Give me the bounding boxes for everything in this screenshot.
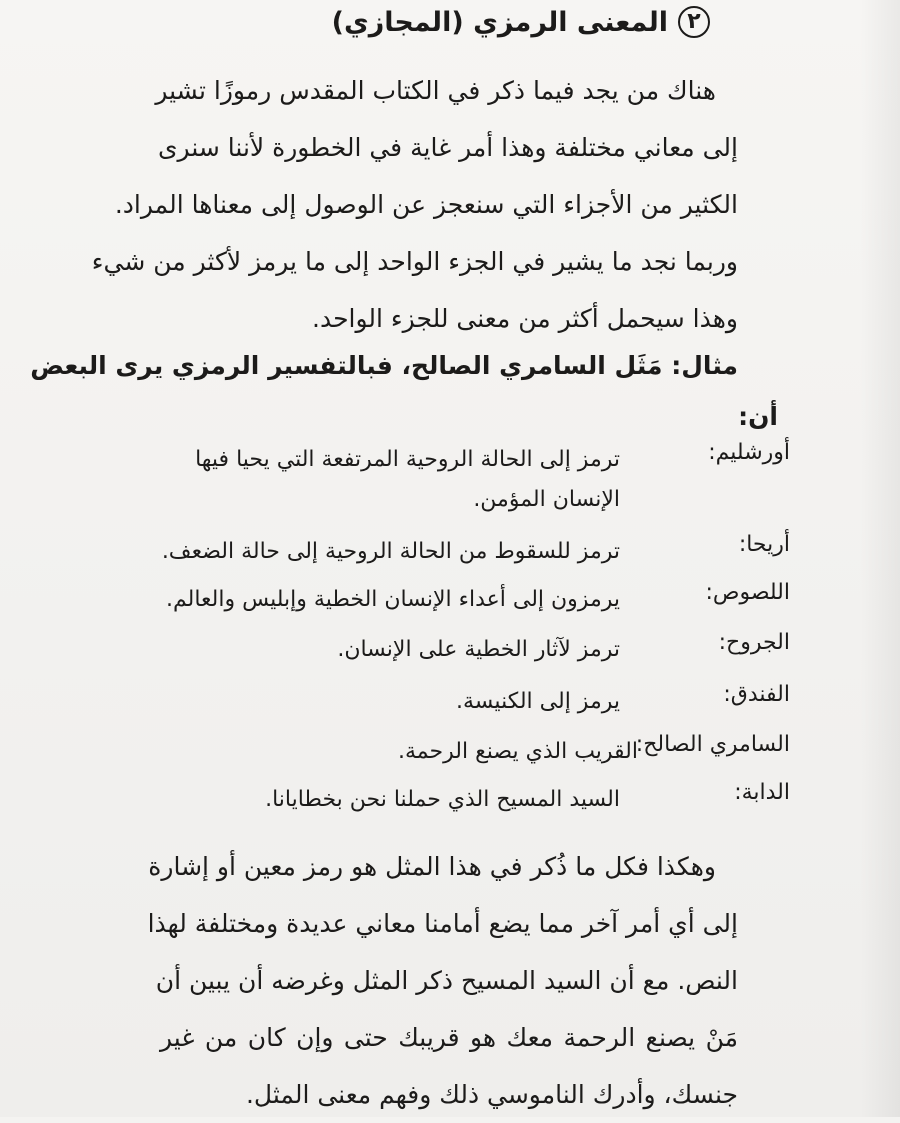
- definition-term: الفندق:: [723, 682, 790, 707]
- definition-term: أورشليم:: [708, 440, 790, 465]
- intro-line: إلى معاني مختلفة وهذا أمر غاية في الخطورة لأننا سنرى: [157, 133, 738, 162]
- definition-term: السامري الصالح:: [635, 732, 790, 757]
- example-line: مثال: مَثَل السامري الصالح، فبالتفسير الرمزي يرى البعض: [30, 351, 738, 380]
- definition-term: أريحا:: [738, 532, 790, 557]
- conclusion-line: وهكذا فكل ما ذُكر في هذا المثل هو رمز معين أو إشارة: [148, 852, 716, 881]
- section-number-badge: ٢: [678, 6, 710, 38]
- section-heading: [320, 0, 710, 44]
- example-heading: [30, 340, 778, 442]
- definition-term: الدابة:: [734, 780, 790, 805]
- definition-meaning: يرمزون إلى أعداء الإنسان الخطية وإبليس والعالم.: [165, 587, 620, 612]
- intro-line: وهذا سيحمل أكثر من معنى للجزء الواحد.: [312, 304, 738, 333]
- conclusion-paragraph: [147, 838, 738, 1123]
- definition-meaning: ترمز إلى الحالة الروحية المرتفعة التي يحيا فيها الإنسان المؤمن.: [195, 447, 620, 512]
- definition-meaning: ترمز للسقوط من الحالة الروحية إلى حالة الضعف.: [161, 539, 620, 564]
- definition-meaning: القريب الذي يصنع الرحمة.: [398, 739, 638, 764]
- definition-term: الجروح:: [718, 630, 790, 655]
- conclusion-line: إلى أي أمر آخر مما يضع أمامنا معاني عديدة ومختلفة لهذا: [147, 909, 738, 938]
- definition-meaning: السيد المسيح الذي حملنا نحن بخطايانا.: [265, 787, 620, 812]
- example-line: أن:: [738, 402, 778, 431]
- definition-meaning: يرمز إلى الكنيسة.: [456, 689, 620, 714]
- section-title: المعنى الرمزي (المجازي): [331, 6, 668, 38]
- definition-row: [160, 532, 790, 576]
- definition-row: [160, 580, 790, 624]
- definition-term: اللصوص:: [705, 580, 790, 605]
- intro-line: هناك من يجد فيما ذكر في الكتاب المقدس رموزًا تشير: [155, 76, 716, 105]
- conclusion-line: النص. مع أن السيد المسيح ذكر المثل وغرضه أن يبين أن: [155, 966, 738, 995]
- intro-paragraph: [91, 62, 738, 347]
- conclusion-line: مَنْ يصنع الرحمة معك هو قريبك حتى وإن كان من غير: [160, 1023, 738, 1052]
- definition-row: [160, 780, 790, 824]
- intro-line: الكثير من الأجزاء التي سنعجز عن الوصول إلى معناها المراد.: [114, 190, 738, 219]
- definition-row: [160, 630, 790, 674]
- intro-line: وربما نجد ما يشير في الجزء الواحد إلى ما يرمز لأكثر من شيء: [91, 247, 738, 276]
- definition-row: [160, 682, 790, 726]
- definition-meaning: ترمز لآثار الخطية على الإنسان.: [337, 637, 620, 662]
- definition-row: [160, 440, 790, 532]
- conclusion-line: جنسك، وأدرك الناموسي ذلك وفهم معنى المثل.: [245, 1080, 738, 1109]
- definition-row: [160, 732, 790, 776]
